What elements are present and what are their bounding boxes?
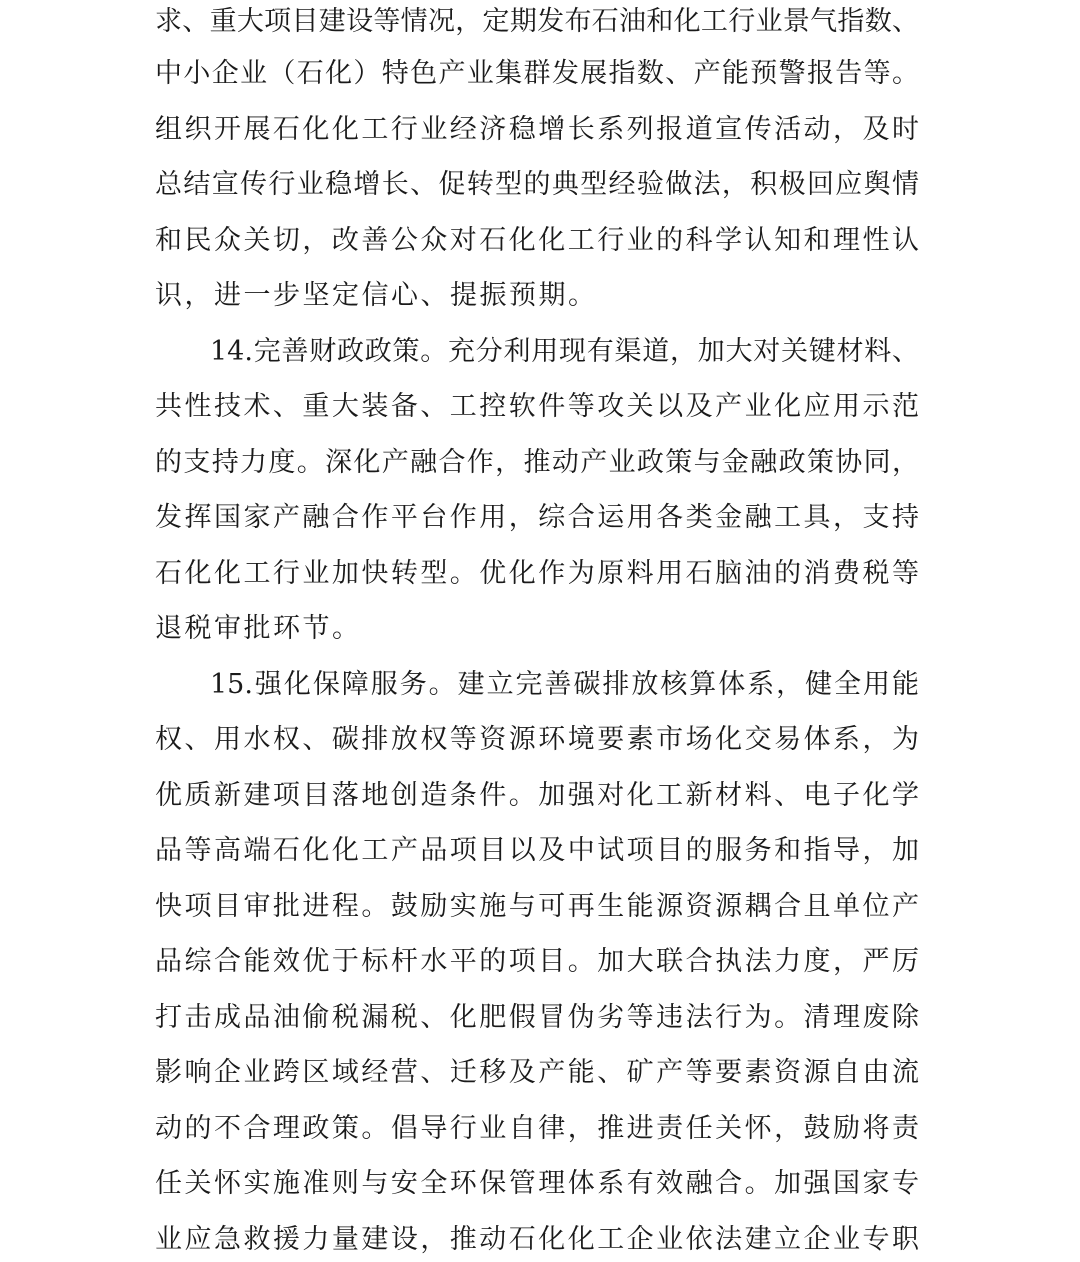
text-line: 总结宣传行业稳增长、促转型的典型经验做法，积极回应舆情 (155, 169, 919, 200)
text-line: 识，进一步坚定信心、提振预期。 (155, 280, 598, 311)
text-line: 权、用水权、碳排放权等资源环境要素市场化交易体系，为 (155, 724, 919, 755)
text-line: 品综合能效优于标杆水平的项目。加大联合执法力度，严厉 (155, 946, 919, 977)
text-line: 任关怀实施准则与安全环保管理体系有效融合。加强国家专 (155, 1168, 919, 1199)
text-line: 动的不合理政策。倡导行业自律，推进责任关怀，鼓励将责 (155, 1113, 919, 1144)
text-line: 的支持力度。深化产融合作，推动产业政策与金融政策协同， (155, 447, 919, 478)
text-line: 品等高端石化化工产品项目以及中试项目的服务和指导，加 (155, 835, 919, 866)
text-line: 优质新建项目落地创造条件。加强对化工新材料、电子化学 (155, 780, 919, 811)
text-line: 打击成品油偷税漏税、化肥假冒伪劣等违法行为。清理废除 (155, 1002, 919, 1033)
text-line: 中小企业（石化）特色产业集群发展指数、产能预警报告等。 (155, 58, 919, 89)
text-line: 组织开展石化化工行业经济稳增长系列报道宣传活动，及时 (155, 114, 919, 145)
text-line: 共性技术、重大装备、工控软件等攻关以及产业化应用示范 (155, 391, 919, 422)
text-line: 退税审批环节。 (155, 613, 362, 644)
text-line: 发挥国家产融合作平台作用，综合运用各类金融工具，支持 (155, 502, 919, 533)
text-line: 和民众关切，改善公众对石化化工行业的科学认知和理性认 (155, 225, 919, 256)
paragraph-14-first-line: 14.完善财政政策。充分利用现有渠道，加大对关键材料、 (210, 336, 919, 367)
text-line: 影响企业跨区域经营、迁移及产能、矿产等要素资源自由流 (155, 1057, 919, 1088)
paragraph-15-first-line: 15.强化保障服务。建立完善碳排放核算体系，健全用能 (210, 669, 919, 700)
text-line: 快项目审批进程。鼓励实施与可再生能源资源耦合且单位产 (155, 891, 919, 922)
text-line: 求、重大项目建设等情况，定期发布石油和化工行业景气指数、 (155, 6, 919, 37)
text-line: 业应急救援力量建设，推动石化化工企业依法建立企业专职 (155, 1224, 919, 1255)
text-line: 石化化工行业加快转型。优化作为原料用石脑油的消费税等 (155, 558, 919, 589)
